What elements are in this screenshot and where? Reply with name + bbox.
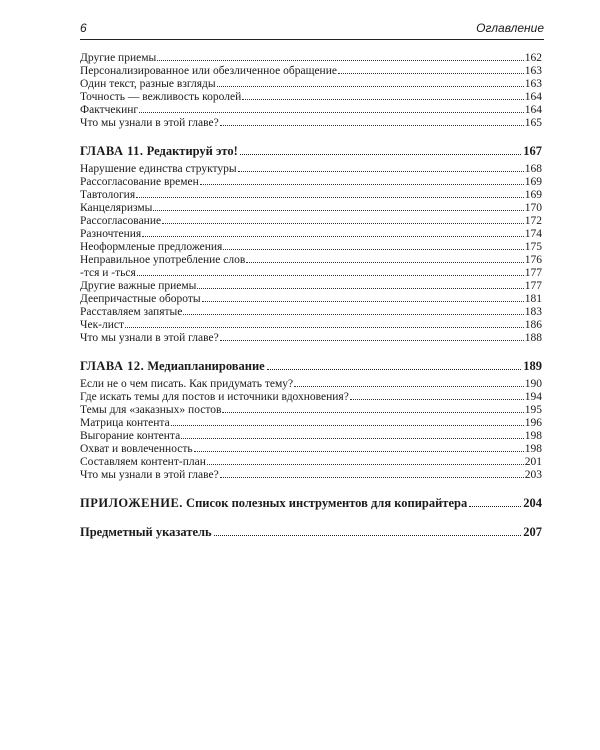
entry-page: 164 <box>524 104 542 116</box>
entry-page: 188 <box>524 332 542 344</box>
toc-entry[interactable] <box>80 305 542 318</box>
leader-dots <box>222 403 523 413</box>
entry-page: 194 <box>524 391 542 403</box>
entry-page: 203 <box>524 469 542 481</box>
toc-entry[interactable] <box>80 403 542 416</box>
leader-dots <box>207 455 524 465</box>
entry-title: Матрица контента <box>80 417 170 429</box>
toc-entry[interactable] <box>80 162 542 175</box>
entry-title: Выгорание контента <box>80 430 181 442</box>
toc-entry[interactable] <box>80 416 542 429</box>
leader-dots <box>183 305 523 315</box>
entry-page: 198 <box>524 430 542 442</box>
chapter-page: 189 <box>523 359 542 373</box>
chapter-list <box>80 144 542 481</box>
toc-entry[interactable] <box>80 331 542 344</box>
toc-entry[interactable] <box>80 64 542 77</box>
chapter-label: ГЛАВА 11. <box>80 144 144 158</box>
leader-dots <box>137 266 524 276</box>
entry-page: 168 <box>524 163 542 175</box>
entry-page: 165 <box>524 117 542 129</box>
entry-page: 169 <box>524 189 542 201</box>
toc-entry[interactable] <box>80 201 542 214</box>
entry-title: Чек-лист <box>80 319 125 331</box>
entry-title: -тся и -ться <box>80 267 136 279</box>
entry-page: 198 <box>524 443 542 455</box>
entry-title: Что мы узнали в этой главе? <box>80 469 219 481</box>
entry-title: Персонализированное или обезличенное обращение <box>80 65 337 77</box>
chapter-label: ГЛАВА 12. <box>80 359 145 373</box>
toc-entry[interactable] <box>80 279 542 292</box>
leader-dots <box>240 144 521 155</box>
leader-dots <box>238 162 524 172</box>
toc-entry[interactable] <box>80 227 542 240</box>
entry-page: 201 <box>524 456 542 468</box>
chapter-heading[interactable] <box>80 359 542 374</box>
entry-title: Рассогласование времен <box>80 176 199 188</box>
chapter-title <box>80 359 265 374</box>
entry-page: 170 <box>524 202 542 214</box>
page-number: 6 <box>80 21 87 35</box>
back-matter <box>80 496 542 540</box>
entry-page: 186 <box>524 319 542 331</box>
leader-dots <box>217 77 524 87</box>
entry-title: Деепричастные обороты <box>80 293 201 305</box>
index-name: Предметный указатель <box>80 525 212 539</box>
entry-title: Тавтология <box>80 189 136 201</box>
toc-entry[interactable] <box>80 318 542 331</box>
appendix-name: Список полезных инструментов для копирайтера <box>186 496 468 510</box>
leader-dots <box>136 188 524 198</box>
entry-page: 163 <box>524 78 542 90</box>
leader-dots <box>220 468 524 478</box>
appendix-entry[interactable] <box>80 496 542 511</box>
entry-page: 183 <box>524 306 542 318</box>
index-entry[interactable] <box>80 525 542 540</box>
leader-dots <box>181 429 524 439</box>
toc-entry[interactable] <box>80 292 542 305</box>
entry-page: 174 <box>524 228 542 240</box>
appendix-label: ПРИЛОЖЕНИЕ. <box>80 496 183 510</box>
entry-page: 175 <box>524 241 542 253</box>
leader-dots <box>220 331 524 341</box>
leader-dots <box>139 103 524 113</box>
chapter-page: 167 <box>523 144 542 158</box>
chapter-heading[interactable] <box>80 144 542 159</box>
table-of-contents <box>80 51 542 554</box>
entry-title: Темы для «заказных» постов <box>80 404 222 416</box>
entry-title: Нарушение единства структуры <box>80 163 237 175</box>
entry-page: 176 <box>524 254 542 266</box>
leader-dots <box>157 51 524 61</box>
leader-dots <box>214 525 522 536</box>
toc-entry[interactable] <box>80 442 542 455</box>
entry-page: 172 <box>524 215 542 227</box>
toc-entry[interactable] <box>80 390 542 403</box>
entry-title: Расставляем запятые <box>80 306 183 318</box>
leader-dots <box>171 416 524 426</box>
entry-title: Что мы узнали в этой главе? <box>80 332 219 344</box>
entry-title: Фактчекинг <box>80 104 139 116</box>
entry-title: Неоформленые предложения <box>80 241 223 253</box>
leader-dots <box>350 390 524 400</box>
entry-title: Канцеляризмы <box>80 202 153 214</box>
entry-title: Охват и вовлеченность <box>80 443 193 455</box>
entry-title: Другие приемы <box>80 52 157 64</box>
leader-dots <box>294 377 524 387</box>
chapter-name: Медиапланирование <box>147 359 265 373</box>
entry-page: 163 <box>524 65 542 77</box>
header-title: Оглавление <box>476 21 544 35</box>
toc-entry[interactable] <box>80 116 542 129</box>
entry-page: 195 <box>524 404 542 416</box>
entry-page: 190 <box>524 378 542 390</box>
chapter-name: Редактируй это! <box>146 144 238 158</box>
leader-dots <box>242 90 523 100</box>
entry-title: Составляем контент-план <box>80 456 206 468</box>
entry-page: 177 <box>524 280 542 292</box>
leader-dots <box>194 442 524 452</box>
leader-dots <box>220 116 524 126</box>
entry-title: Точность — вежливость королей <box>80 91 242 103</box>
chapter-title <box>80 144 238 159</box>
entry-page: 162 <box>524 52 542 64</box>
entry-page: 177 <box>524 267 542 279</box>
toc-entry[interactable] <box>80 240 542 253</box>
toc-entry[interactable] <box>80 266 542 279</box>
leader-dots <box>200 175 524 185</box>
entry-title: Другие важные приемы <box>80 280 197 292</box>
entry-title: Если не о чем писать. Как придумать тему? <box>80 378 294 390</box>
leader-dots <box>202 292 524 302</box>
toc-entry[interactable] <box>80 175 542 188</box>
entry-title: Разночтения <box>80 228 142 240</box>
first-entry-list <box>80 51 542 129</box>
toc-entry[interactable] <box>80 77 542 90</box>
leader-dots <box>338 64 524 74</box>
toc-entry[interactable] <box>80 103 542 116</box>
entry-title: Рассогласование <box>80 215 162 227</box>
entry-title: Что мы узнали в этой главе? <box>80 117 219 129</box>
toc-entry[interactable] <box>80 188 542 201</box>
toc-entry[interactable] <box>80 253 542 266</box>
toc-entry[interactable] <box>80 468 542 481</box>
appendix-page: 204 <box>523 496 542 510</box>
entry-page: 181 <box>524 293 542 305</box>
leader-dots <box>223 240 523 250</box>
toc-entry[interactable] <box>80 377 542 390</box>
toc-entry[interactable] <box>80 51 542 64</box>
leader-dots <box>197 279 523 289</box>
entry-title: Где искать темы для постов и источники вдохновения? <box>80 391 349 403</box>
leader-dots <box>142 227 524 237</box>
toc-entry[interactable] <box>80 214 542 227</box>
leader-dots <box>153 201 523 211</box>
chapter-entry-list <box>80 162 542 344</box>
index-page: 207 <box>523 525 542 539</box>
running-header <box>80 19 544 40</box>
entry-page: 196 <box>524 417 542 429</box>
leader-dots <box>469 496 521 507</box>
entry-page: 164 <box>524 91 542 103</box>
entry-title: Один текст, разные взгляды <box>80 78 216 90</box>
appendix-heading <box>80 496 467 511</box>
entry-title: Неправильное употребление слов <box>80 254 246 266</box>
toc-entry[interactable] <box>80 429 542 442</box>
leader-dots <box>267 359 522 370</box>
chapter-entry-list <box>80 377 542 481</box>
leader-dots <box>246 253 523 263</box>
toc-entry[interactable] <box>80 455 542 468</box>
entry-page: 169 <box>524 176 542 188</box>
toc-entry[interactable] <box>80 90 542 103</box>
leader-dots <box>162 214 524 224</box>
leader-dots <box>125 318 524 328</box>
